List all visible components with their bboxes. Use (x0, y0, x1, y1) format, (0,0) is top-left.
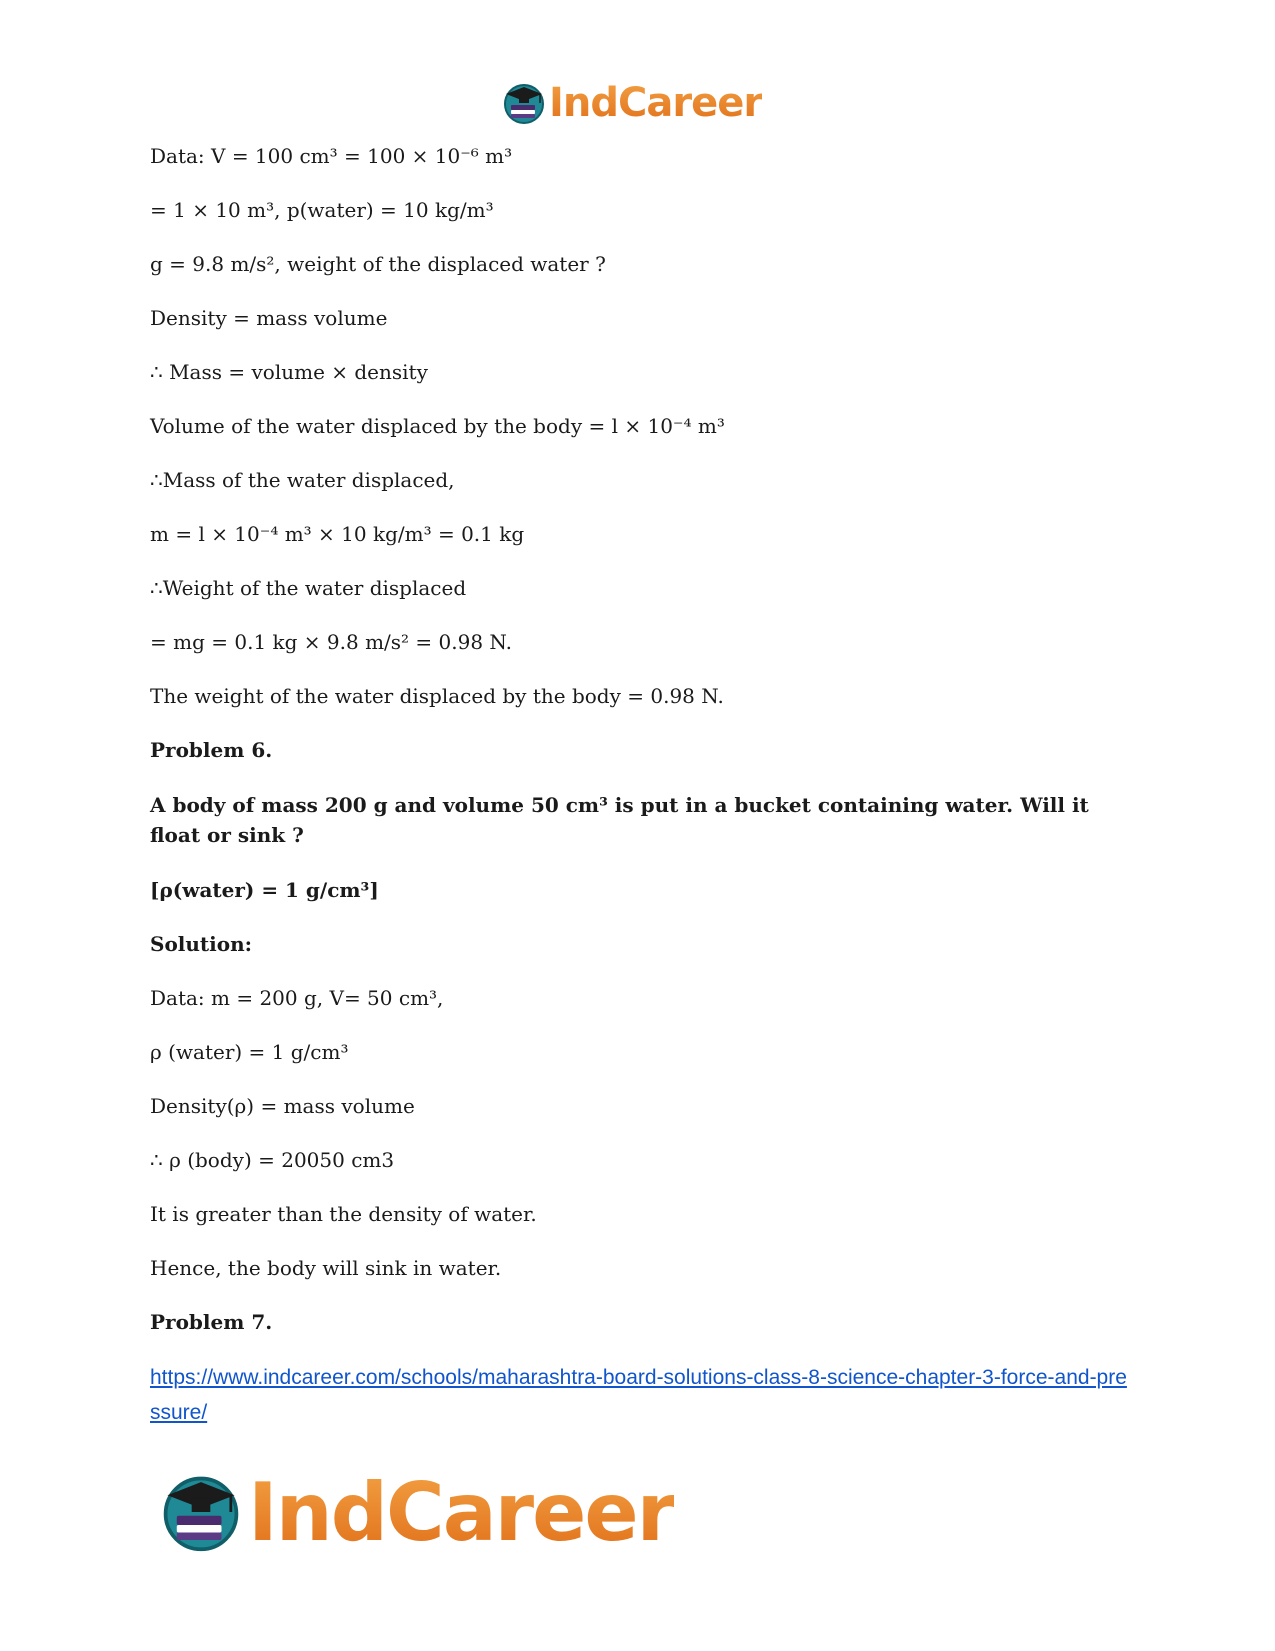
text-line: The weight of the water displaced by the body = 0.98 N. (150, 684, 724, 708)
solution-heading: Solution: (150, 932, 253, 956)
source-link[interactable]: https://www.indcareer.com/schools/maharashtra-board-solutions-class-8-science-chapter-3-force-and-pressure/ (150, 1366, 1127, 1424)
text-line: ∴Weight of the water displaced (150, 576, 467, 600)
text-line: = 1 × 10 m³, p(water) = 10 kg/m³ (150, 198, 494, 222)
text-line: Hence, the body will sink in water. (150, 1256, 502, 1280)
text-line: It is greater than the density of water. (150, 1202, 537, 1226)
text-line: ∴Mass of the water displaced, (150, 468, 455, 492)
text-line: Density = mass volume (150, 306, 388, 330)
header-logo (502, 78, 762, 128)
text-line: Volume of the water displaced by the body = l × 10⁻⁴ m³ (150, 414, 725, 438)
document-body (150, 142, 1140, 1430)
text-line: = mg = 0.1 kg × 9.8 m/s² = 0.98 N. (150, 630, 513, 654)
text-line: g = 9.8 m/s², weight of the displaced water ? (150, 252, 606, 276)
text-line: Density(ρ) = mass volume (150, 1094, 415, 1118)
text-line: Data: V = 100 cm³ = 100 × 10⁻⁶ m³ (150, 144, 513, 168)
footer-logo (160, 1467, 674, 1557)
problem-heading: Problem 7. (150, 1310, 273, 1334)
text-line: ∴ Mass = volume × density (150, 360, 428, 384)
footer-logo-text: IndCareer (248, 1465, 675, 1559)
graduation-cap-book-icon (160, 1471, 242, 1553)
given-data: [ρ(water) = 1 g/cm³] (150, 878, 379, 902)
text-line: m = l × 10⁻⁴ m³ × 10 kg/m³ = 0.1 kg (150, 522, 525, 546)
text-line: Data: m = 200 g, V= 50 cm³, (150, 986, 444, 1010)
text-line: ∴ ρ (body) = 20050 cm3 (150, 1148, 395, 1172)
problem-statement: A body of mass 200 g and volume 50 cm³ is put in a bucket containing water. Will it float or sink ? (150, 793, 1089, 847)
header-logo-text: IndCareer (549, 80, 763, 126)
problem-heading: Problem 6. (150, 738, 273, 762)
graduation-cap-book-icon (502, 81, 546, 125)
text-line: ρ (water) = 1 g/cm³ (150, 1040, 349, 1064)
